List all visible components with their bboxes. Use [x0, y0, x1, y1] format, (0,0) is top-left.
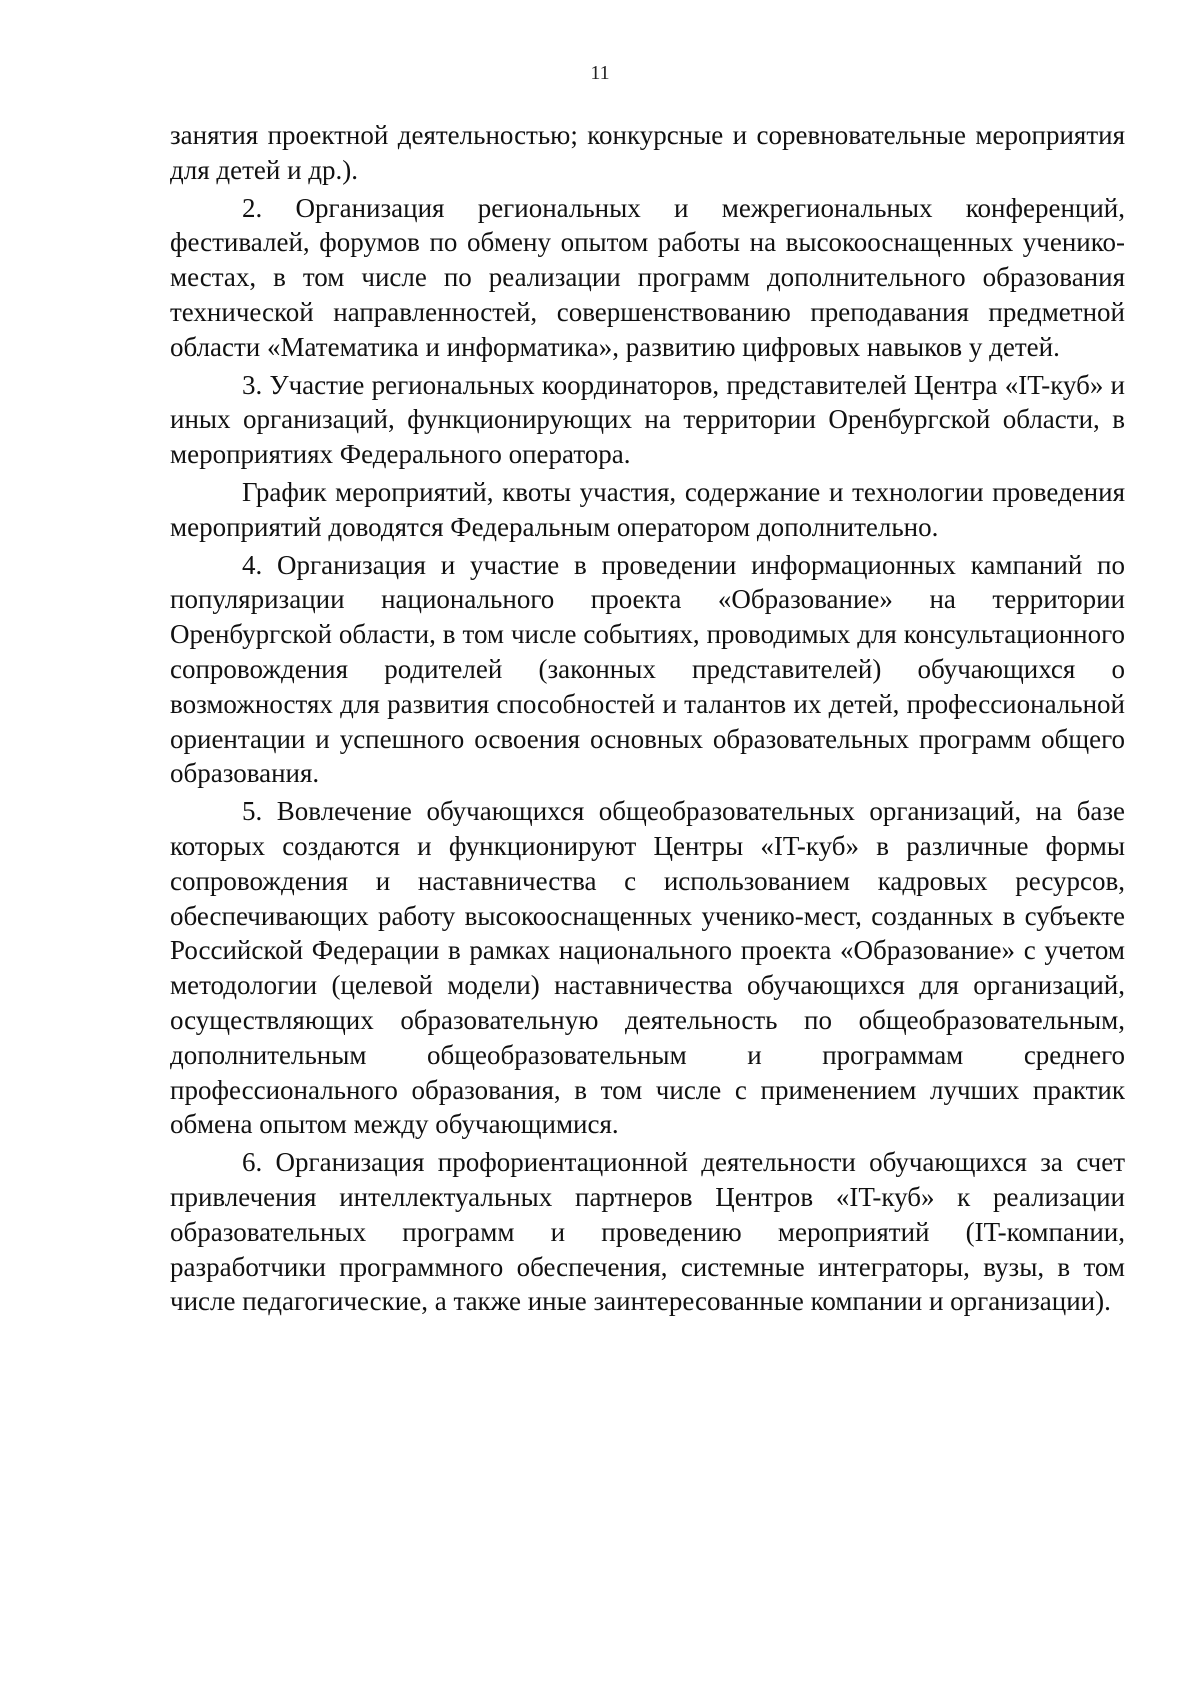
- paragraph-item-5: 5. Вовлечение обучающихся общеобразовательных организаций, на базе которых создаются и функционируют Центры «IT-куб» в различные формы сопровождения и наставничества с использованием кадровых ресурсов, обеспечивающих работу высокооснащенных ученико-мест, созданных в субъекте Российской Федерации в рамках национального проекта «Образование» с учетом методологии (целевой модели) наставничества обучающихся для организаций, осуществляющих образовательную деятельность по общеобразовательным, дополнительным общеобразовательным и программам среднего профессионального образования, в том числе с применением лучших практик обмена опытом между обучающимися.: [170, 796, 1125, 1140]
- paragraph-item-6: 6. Организация профориентационной деятельности обучающихся за счет привлечения интеллектуальных партнеров Центров «IT-куб» к реализации образовательных программ и проведению мероприятий (IT-компании, разработчики программного обеспечения, системные интеграторы, вузы, в том числе педагогические, а также иные заинтересованные компании и организации).: [170, 1147, 1125, 1317]
- page-number: 11: [590, 62, 610, 84]
- paragraph-continuation: занятия проектной деятельностью; конкурсные и соревновательные мероприятия для детей и др.).: [170, 120, 1125, 185]
- paragraph-item-2: 2. Организация региональных и межрегиональных конференций, фестивалей, форумов по обмену опытом работы на высокооснащенных ученико-местах, в том числе по реализации программ дополнительного образования технической направленностей, совершенствованию преподавания предметной области «Математика и информатика», развитию цифровых навыков у детей.: [170, 192, 1125, 362]
- paragraph-item-4: 4. Организация и участие в проведении информационных кампаний по популяризации национального проекта «Образование» на территории Оренбургской области, в том числе событиях, проводимых для консультационного сопровождения родителей (законных представителей) обучающихся о возможностях для развития способностей и талантов их детей, профессиональной ориентации и успешного освоения основных образовательных программ общего образования.: [170, 549, 1125, 789]
- paragraph-item-3: 3. Участие региональных координаторов, представителей Центра «IT-куб» и иных организаций, функционирующих на территории Оренбургской области, в мероприятиях Федерального оператора.: [170, 369, 1125, 470]
- paragraph-schedule-note: График мероприятий, квоты участия, содержание и технологии проведения мероприятий доводятся Федеральным оператором дополнительно.: [170, 476, 1125, 542]
- document-body: [170, 118, 1125, 1319]
